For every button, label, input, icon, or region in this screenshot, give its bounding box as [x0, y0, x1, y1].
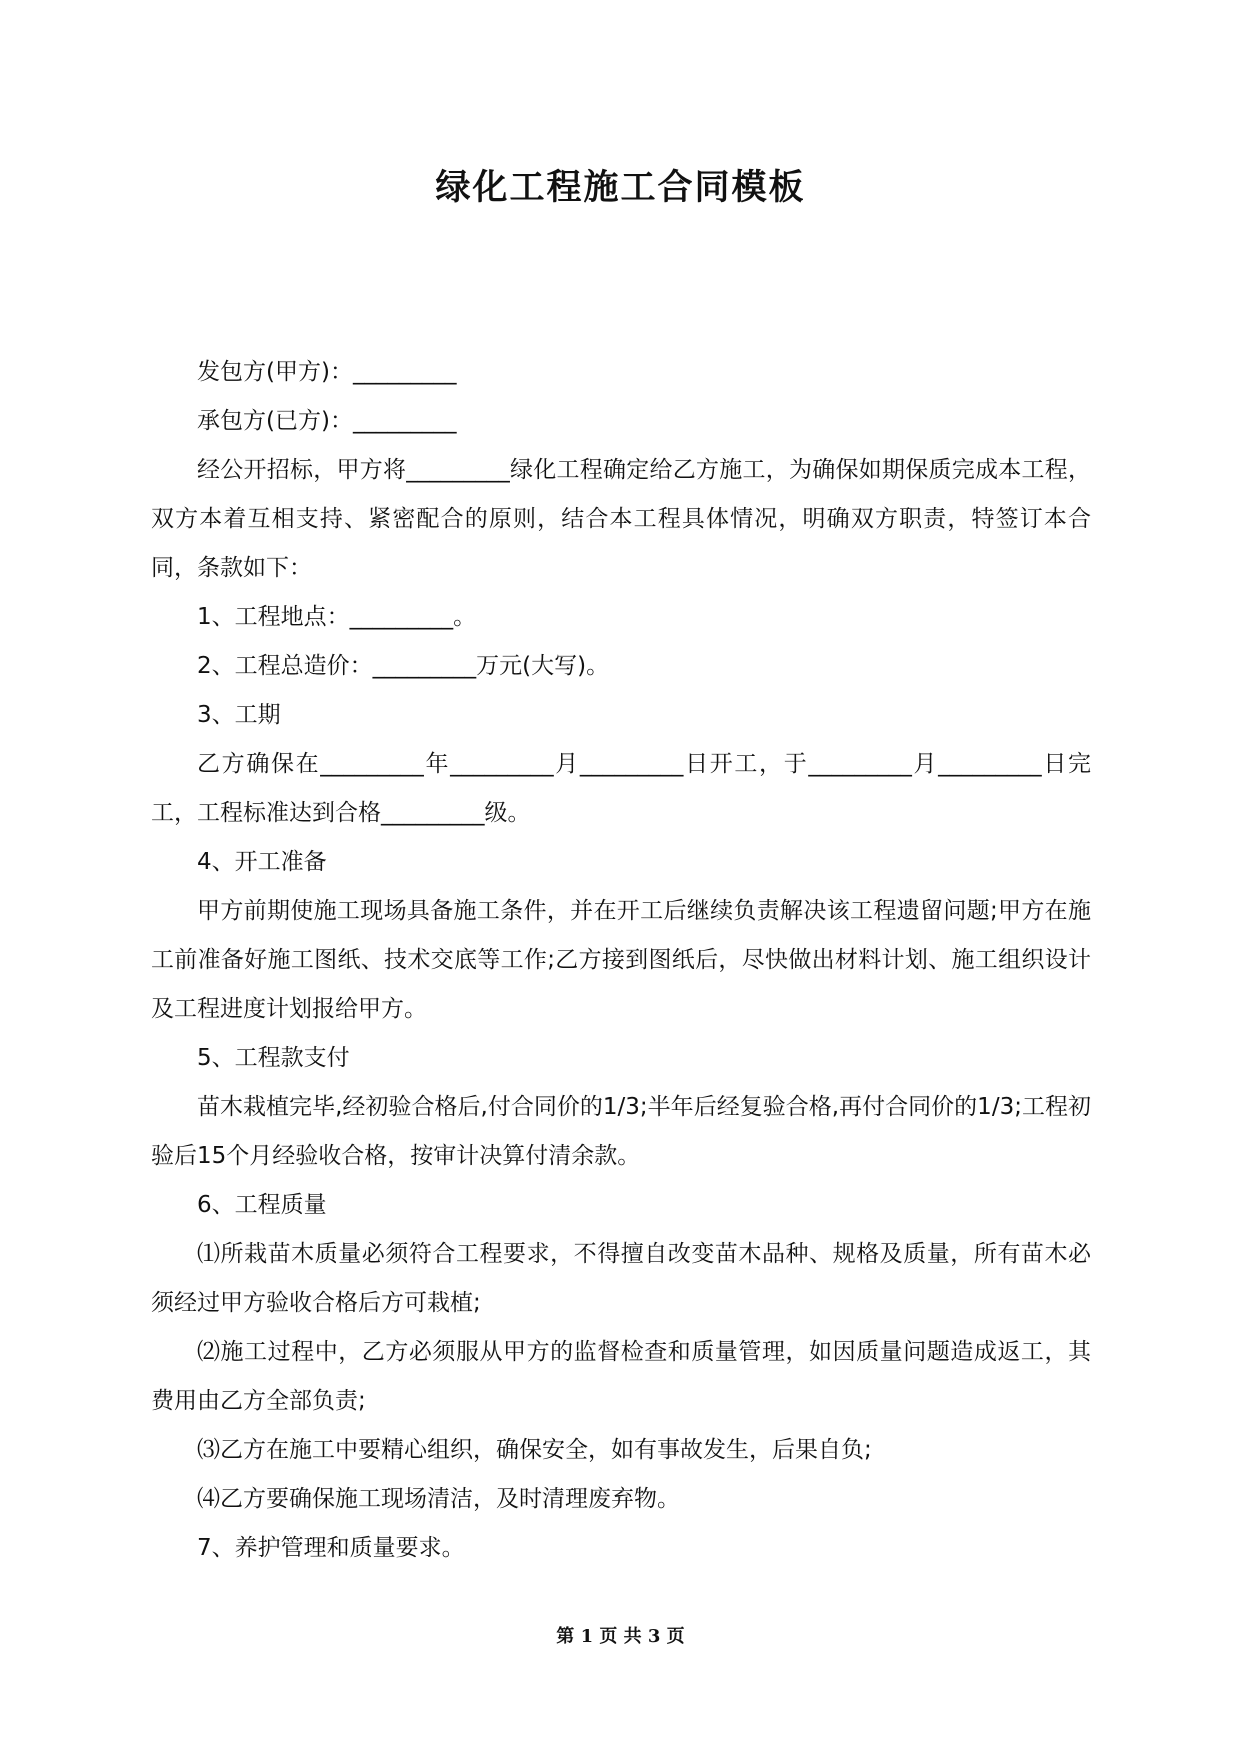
- paragraph-party-b: 承包方(已方)：_________: [197, 408, 457, 434]
- clause-5-text: 苗木栽植完毕,经初验合格后,付合同价的1/3;半年后经复验合格,再付合同价的1/3;工程初验后15个月经验收合格，按审计决算付清余款。: [151, 1094, 1091, 1169]
- clause-2-price: 2、工程总造价：_________万元(大写)。: [197, 653, 610, 679]
- clause-6-item-3: ⑶乙方在施工中要精心组织，确保安全，如有事故发生，后果自负;: [197, 1437, 872, 1463]
- document-body: [151, 348, 1091, 1573]
- paragraph-intro: 经公开招标，甲方将_________绿化工程确定给乙方施工，为确保如期保质完成本工程，双方本着互相支持、紧密配合的原则，结合本工程具体情况，明确双方职责，特签订本合同，条款如下：: [151, 457, 1091, 581]
- clause-3-text: 乙方确保在_________年_________月_________日开工，于_________月_________日完工，工程标准达到合格_________级。: [151, 751, 1091, 826]
- clause-6-item-2: ⑵施工过程中，乙方必须服从甲方的监督检查和质量管理，如因质量问题造成返工，其费用由乙方全部负责;: [151, 1339, 1091, 1414]
- clause-4-heading: 4、开工准备: [197, 849, 327, 875]
- clause-1-location: 1、工程地点：_________。: [197, 604, 477, 630]
- page-number: 第 1 页 共 3 页: [556, 1626, 685, 1647]
- clause-5-heading: 5、工程款支付: [197, 1045, 350, 1071]
- paragraph-party-a: 发包方(甲方)：_________: [197, 359, 457, 385]
- clause-7-heading: 7、养护管理和质量要求。: [197, 1535, 465, 1561]
- clause-6-item-1: ⑴所栽苗木质量必须符合工程要求，不得擅自改变苗木品种、规格及质量，所有苗木必须经过甲方验收合格后方可栽植;: [151, 1241, 1091, 1316]
- clause-6-item-4: ⑷乙方要确保施工现场清洁，及时清理废弃物。: [197, 1486, 680, 1512]
- clause-6-heading: 6、工程质量: [197, 1192, 327, 1218]
- clause-3-heading: 3、工期: [197, 702, 281, 728]
- document-title: 绿化工程施工合同模板: [435, 168, 806, 208]
- clause-4-text: 甲方前期使施工现场具备施工条件，并在开工后继续负责解决该工程遗留问题;甲方在施工前准备好施工图纸、技术交底等工作;乙方接到图纸后，尽快做出材料计划、施工组织设计及工程进度计划报给甲方。: [151, 898, 1091, 1022]
